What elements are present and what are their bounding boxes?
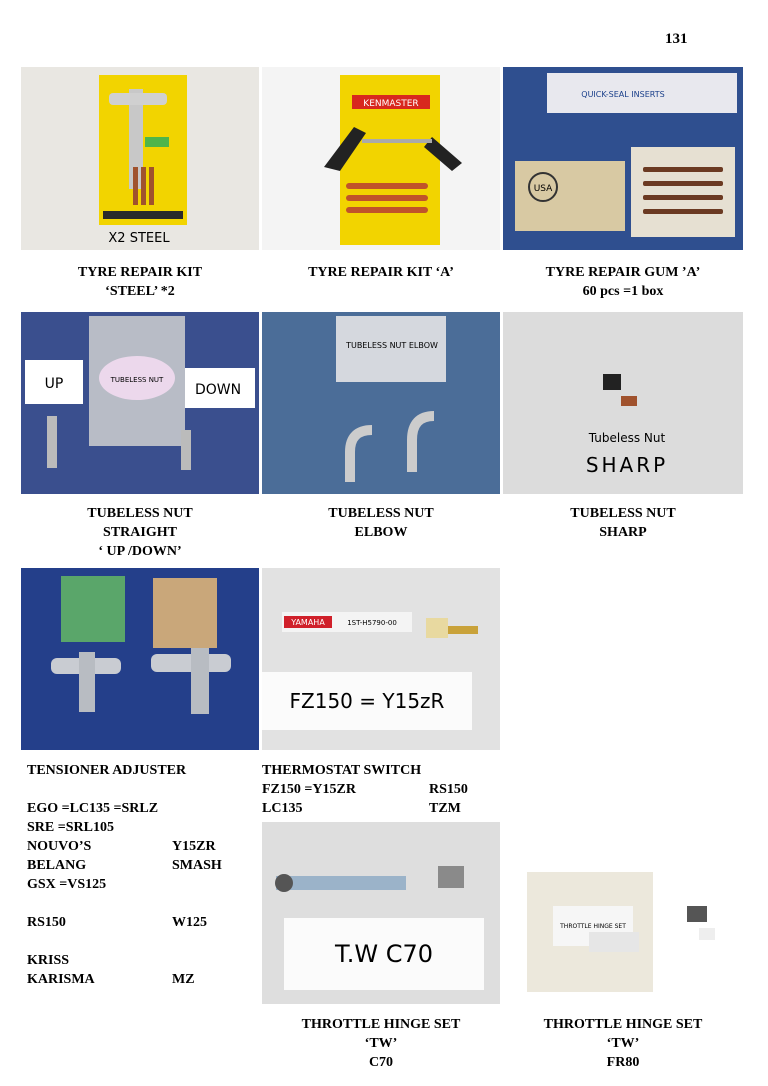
photo-tyre-repair-kit-a — [262, 67, 500, 250]
photo-thermostat-switch — [262, 568, 500, 750]
thermostat-title: THERMOSTAT SWITCH — [262, 763, 422, 778]
list-item: SRE =SRL105 — [27, 820, 114, 835]
svg-text:QUICK-SEAL INSERTS: QUICK-SEAL INSERTS — [581, 90, 665, 99]
svg-text:TUBELESS NUT ELBOW: TUBELESS NUT ELBOW — [346, 341, 438, 350]
list-item: KRISS — [27, 953, 70, 968]
photo-tyre-repair-kit-steel — [21, 67, 259, 250]
photo-tubeless-nut-elbow — [262, 312, 500, 494]
caption-throttle-hinge-c70: THROTTLE HINGE SET ‘TW’ C70 — [301, 1017, 461, 1070]
page-number: 131 — [665, 31, 688, 47]
caption-tubeless-nut-straight: TUBELESS NUT STRAIGHT ‘ UP /DOWN’ — [87, 506, 193, 559]
list-item: NOUVO’S Y15ZR — [27, 839, 216, 854]
svg-text:Tubeless Nut: Tubeless Nut — [588, 431, 666, 445]
photo-throttle-hinge-fr80 — [503, 822, 743, 1004]
caption-throttle-hinge-fr80: THROTTLE HINGE SET ‘TW’ FR80 — [543, 1017, 703, 1070]
photo-tyre-repair-gum — [503, 67, 743, 250]
list-item: FZ150 =Y15ZR RS150 — [262, 782, 468, 797]
thermostat-switch-list — [262, 761, 500, 818]
photo-tubeless-nut-sharp — [503, 312, 743, 494]
svg-text:1ST-H5790-00: 1ST-H5790-00 — [347, 619, 397, 627]
caption-tubeless-nut-sharp: TUBELESS NUT SHARP — [570, 506, 676, 540]
list-item: KARISMA MZ — [27, 972, 195, 987]
list-item: LC135 TZM — [262, 801, 461, 816]
list-item — [27, 894, 257, 913]
handwritten-label: X2 STEEL — [108, 231, 170, 246]
list-item: EGO =LC135 =SRLZ — [27, 801, 159, 816]
svg-text:UP: UP — [44, 376, 64, 392]
list-item: BELANG SMASH — [27, 858, 222, 873]
photo-tensioner-adjuster — [21, 568, 259, 750]
list-item: RS150 W125 — [27, 915, 207, 930]
svg-text:DOWN: DOWN — [194, 382, 242, 398]
svg-text:FZ150 = Y15zR: FZ150 = Y15zR — [289, 689, 445, 713]
svg-text:T.W C70: T.W C70 — [334, 940, 434, 968]
caption-tubeless-nut-elbow: TUBELESS NUT ELBOW — [328, 506, 434, 540]
list-item: GSX =VS125 — [27, 877, 107, 892]
svg-text:USA: USA — [533, 184, 553, 194]
caption-tyre-repair-gum: TYRE REPAIR GUM ’A’ 60 pcs =1 box — [545, 265, 701, 299]
svg-text:THROTTLE HINGE SET: THROTTLE HINGE SET — [560, 923, 626, 930]
tensioner-title: TENSIONER ADJUSTER — [27, 763, 187, 778]
list-item — [27, 932, 257, 951]
tensioner-adjuster-list — [27, 761, 257, 989]
svg-text:TUBELESS NUT: TUBELESS NUT — [110, 376, 164, 384]
photo-throttle-hinge-c70 — [262, 822, 500, 1004]
photo-tubeless-nut-straight — [21, 312, 259, 494]
svg-text:YAMAHA: YAMAHA — [291, 618, 325, 627]
caption-tyre-repair-kit-a: TYRE REPAIR KIT ‘A’ — [308, 265, 454, 280]
svg-text:KENMASTER: KENMASTER — [363, 99, 419, 109]
svg-text:SHARP: SHARP — [585, 453, 669, 477]
caption-tyre-repair-kit-steel: TYRE REPAIR KIT ‘STEEL’ *2 — [77, 265, 203, 299]
